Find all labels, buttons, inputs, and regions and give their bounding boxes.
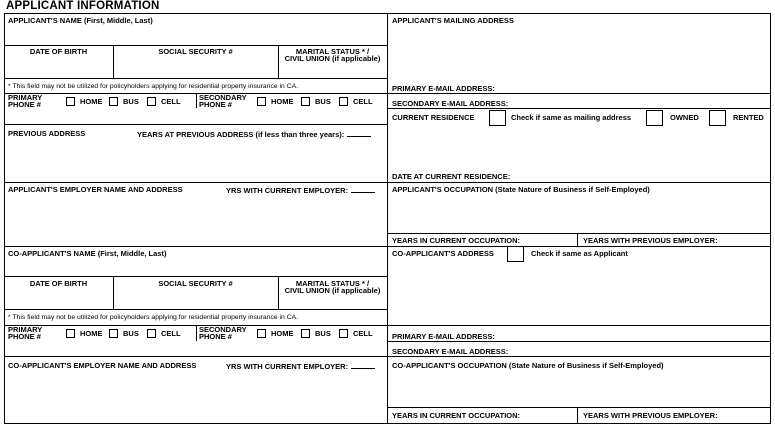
co-secondary-phone-label-2: PHONE # [199, 332, 232, 341]
divider [4, 124, 387, 125]
co-primary-bus-checkbox[interactable] [109, 329, 118, 338]
co-secondary-bus-checkbox[interactable] [301, 329, 310, 338]
co-dob-field[interactable] [5, 289, 112, 308]
co-years-prev-employer-label: YEARS WITH PREVIOUS EMPLOYER: [583, 411, 718, 420]
co-ca-note: * This field may not be utilized for policyholders applying for residential property insurance in CA. [8, 314, 299, 321]
dob-field[interactable] [5, 57, 112, 77]
form-bottom-border [4, 423, 771, 424]
co-yrs-employer-blank[interactable] [351, 362, 375, 369]
co-applicant-name-field[interactable] [5, 259, 386, 275]
primary-phone-label: PRIMARY [8, 93, 43, 102]
home-label: HOME [271, 97, 294, 106]
co-ssn-label: SOCIAL SECURITY # [158, 279, 233, 288]
co-address-field[interactable] [388, 264, 769, 328]
divider [387, 341, 770, 342]
rented-checkbox[interactable] [709, 110, 726, 126]
dob-label: DATE OF BIRTH [29, 47, 88, 56]
employer-field[interactable] [5, 196, 386, 245]
divider [4, 356, 770, 357]
section-divider [4, 246, 770, 247]
owned-checkbox[interactable] [646, 110, 663, 126]
home-label: HOME [271, 329, 294, 338]
home-label: HOME [80, 97, 103, 106]
primary-bus-checkbox[interactable] [109, 97, 118, 106]
co-ssn-field[interactable] [114, 289, 277, 308]
divider [4, 309, 387, 310]
mailing-address-label: APPLICANT'S MAILING ADDRESS [392, 16, 514, 25]
home-label: HOME [80, 329, 103, 338]
form-right-border [770, 13, 771, 424]
civil-union-label: CIVIL UNION (if applicable) [284, 54, 381, 63]
co-primary-email-label: PRIMARY E-MAIL ADDRESS: [392, 332, 495, 341]
applicant-name-label: APPLICANT'S NAME (First, Middle, Last) [8, 16, 153, 25]
years-previous-blank[interactable] [347, 130, 371, 137]
primary-cell-checkbox[interactable] [147, 97, 156, 106]
divider [387, 108, 770, 109]
current-residence-label: CURRENT RESIDENCE [392, 113, 475, 122]
co-marital-status-label: MARITAL STATUS * / [295, 279, 370, 288]
secondary-phone-label: SECONDARY [199, 93, 247, 102]
owned-label: OWNED [670, 113, 699, 122]
co-secondary-phone-label: SECONDARY [199, 325, 247, 334]
secondary-phone-label-2: PHONE # [199, 100, 232, 109]
same-as-mailing-checkbox[interactable] [489, 110, 506, 126]
marital-status-label: MARITAL STATUS * / [295, 47, 370, 56]
divider [196, 325, 197, 341]
date-current-label: DATE AT CURRENT RESIDENCE: [392, 172, 511, 181]
ca-note: * This field may not be utilized for policyholders applying for residential property insurance in CA. [8, 83, 299, 90]
cell-label: CELL [161, 97, 181, 106]
yrs-employer-label: YRS WITH CURRENT EMPLOYER: [226, 186, 375, 195]
years-occupation-label: YEARS IN CURRENT OCCUPATION: [392, 236, 521, 245]
same-as-applicant-checkbox[interactable] [507, 246, 524, 262]
bus-label: BUS [315, 329, 331, 338]
divider [4, 45, 387, 46]
co-primary-home-checkbox[interactable] [66, 329, 75, 338]
divider [577, 407, 578, 424]
mailing-address-field[interactable] [388, 26, 769, 80]
employer-label: APPLICANT'S EMPLOYER NAME AND ADDRESS [8, 185, 183, 194]
primary-phone-label-2: PHONE # [8, 100, 41, 109]
cell-label: CELL [161, 329, 181, 338]
previous-address-field[interactable] [5, 140, 386, 181]
co-occupation-label: CO-APPLICANT'S OCCUPATION (State Nature of Business if Self-Employed) [392, 361, 664, 370]
co-primary-cell-checkbox[interactable] [147, 329, 156, 338]
secondary-bus-checkbox[interactable] [301, 97, 310, 106]
bus-label: BUS [315, 97, 331, 106]
cell-label: CELL [353, 329, 373, 338]
co-employer-label: CO-APPLICANT'S EMPLOYER NAME AND ADDRESS [8, 361, 197, 370]
current-residence-field[interactable] [388, 128, 769, 168]
years-previous-label: YEARS AT PREVIOUS ADDRESS (if less than three years): [137, 130, 371, 139]
cell-label: CELL [353, 97, 373, 106]
co-primary-phone-label-2: PHONE # [8, 332, 41, 341]
primary-home-checkbox[interactable] [66, 97, 75, 106]
rented-label: RENTED [733, 113, 764, 122]
co-primary-phone-label: PRIMARY [8, 325, 43, 334]
applicant-name-field[interactable] [5, 24, 386, 44]
divider [4, 93, 770, 94]
previous-address-label: PREVIOUS ADDRESS [8, 129, 86, 138]
same-as-applicant-label: Check if same as Applicant [531, 249, 628, 258]
secondary-email-label: SECONDARY E-MAIL ADDRESS: [392, 99, 509, 108]
divider [196, 93, 197, 108]
co-years-occupation-label: YEARS IN CURRENT OCCUPATION: [392, 411, 521, 420]
same-as-mailing-label: Check if same as mailing address [511, 113, 632, 122]
page-title: APPLICANT INFORMATION [6, 0, 160, 12]
co-secondary-email-label: SECONDARY E-MAIL ADDRESS: [392, 347, 509, 356]
co-dob-label: DATE OF BIRTH [29, 279, 88, 288]
co-secondary-cell-checkbox[interactable] [339, 329, 348, 338]
ssn-label: SOCIAL SECURITY # [158, 47, 233, 56]
secondary-cell-checkbox[interactable] [339, 97, 348, 106]
occupation-label: APPLICANT'S OCCUPATION (State Nature of Business if Self-Employed) [392, 185, 650, 194]
co-employer-field[interactable] [5, 372, 386, 422]
years-prev-employer-label: YEARS WITH PREVIOUS EMPLOYER: [583, 236, 718, 245]
divider [577, 233, 578, 246]
primary-email-label: PRIMARY E-MAIL ADDRESS: [392, 84, 495, 93]
co-address-label: CO-APPLICANT'S ADDRESS [392, 249, 494, 258]
occupation-field[interactable] [388, 196, 769, 232]
co-civil-union-label: CIVIL UNION (if applicable) [284, 286, 381, 295]
bus-label: BUS [123, 329, 139, 338]
bus-label: BUS [123, 97, 139, 106]
secondary-home-checkbox[interactable] [257, 97, 266, 106]
co-secondary-home-checkbox[interactable] [257, 329, 266, 338]
co-applicant-name-label: CO-APPLICANT'S NAME (First, Middle, Last) [8, 249, 167, 258]
divider [4, 276, 387, 277]
co-occupation-field[interactable] [388, 372, 769, 406]
divider [387, 407, 770, 408]
divider [4, 182, 770, 183]
yrs-employer-blank[interactable] [351, 186, 375, 193]
ssn-field[interactable] [114, 57, 277, 77]
co-yrs-employer-label: YRS WITH CURRENT EMPLOYER: [226, 362, 375, 371]
divider [387, 233, 770, 234]
divider [4, 78, 387, 79]
